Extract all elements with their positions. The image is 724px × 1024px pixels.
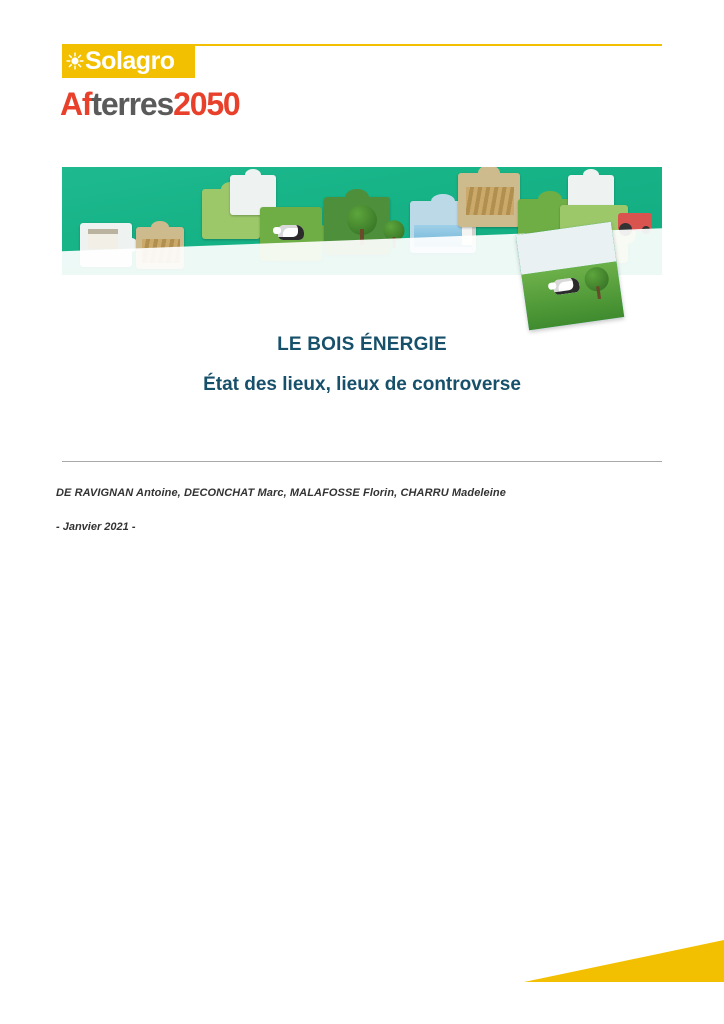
- authors-line: DE RAVIGNAN Antoine, DECONCHAT Marc, MALAFOSSE Florin, CHARRU Madeleine: [56, 487, 506, 499]
- afterres-number: 2050: [173, 86, 240, 122]
- afterres-prefix: Af: [60, 86, 92, 122]
- sun-icon: [66, 52, 84, 70]
- barn-shape: [88, 229, 118, 249]
- solagro-wordmark: Solagro: [85, 46, 175, 75]
- afterres-middle: terres: [91, 86, 174, 122]
- footer-wedge-decoration: [524, 940, 724, 982]
- page-subtitle: État des lieux, lieux de controverse: [203, 374, 521, 395]
- floating-puzzle-piece: [516, 222, 624, 330]
- date-line: - Janvier 2021 -: [56, 521, 136, 533]
- afterres2050-logo: [60, 88, 240, 120]
- solagro-logo: [62, 44, 195, 78]
- page-title: LE BOIS ÉNERGIE: [277, 334, 447, 355]
- cow-shape: [278, 225, 304, 240]
- title-block: [62, 334, 662, 396]
- title-divider: [62, 461, 662, 462]
- field-rows-shape: [466, 187, 514, 215]
- floating-piece-grass: [521, 262, 624, 330]
